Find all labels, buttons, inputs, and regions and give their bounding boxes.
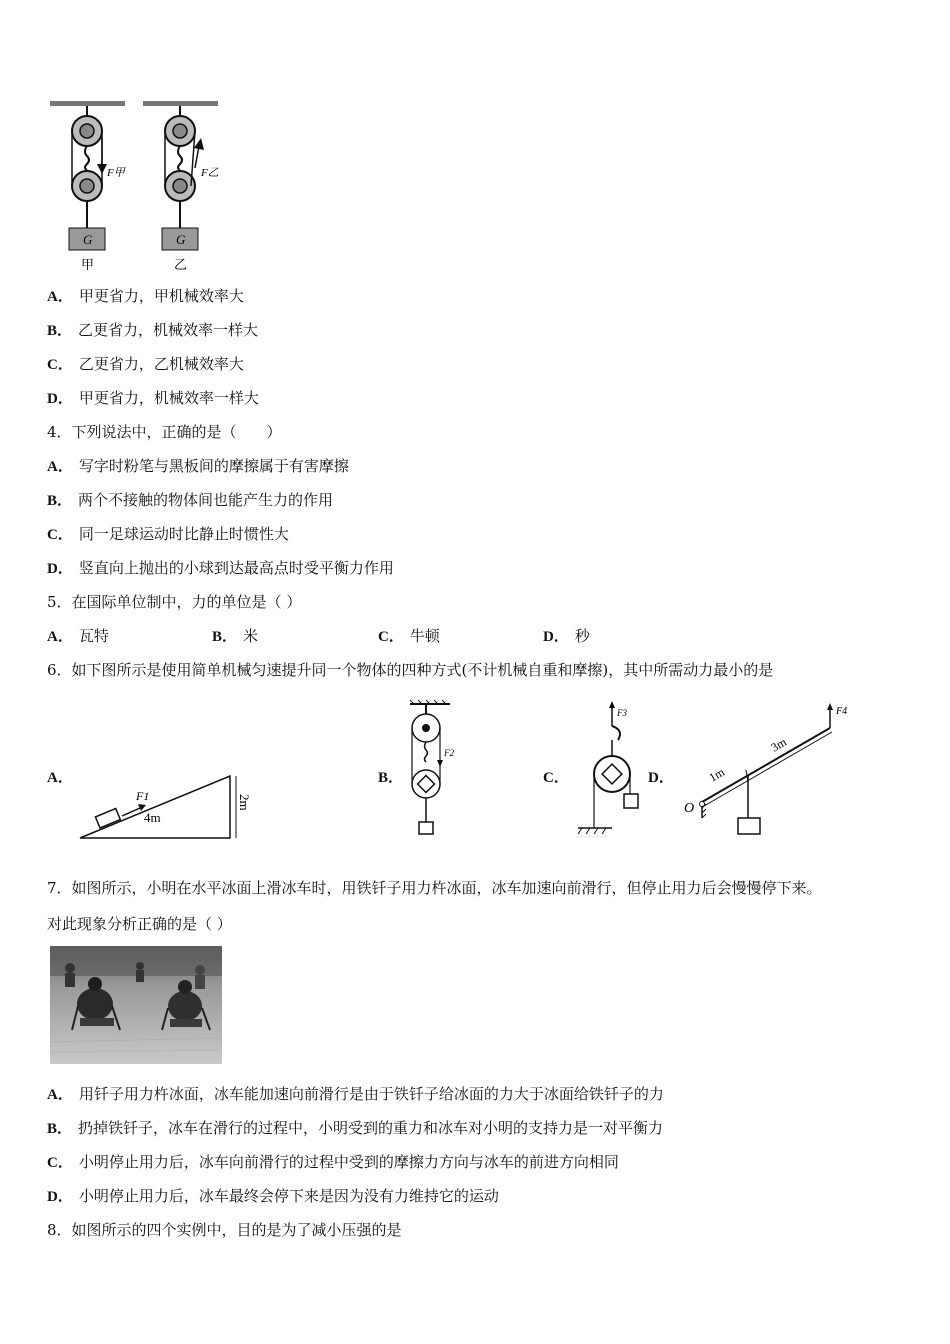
q6-option-a-label: A．	[47, 770, 73, 786]
pulley-figure-q3	[45, 98, 225, 274]
pulley-figure-c	[572, 700, 652, 840]
q6-option-d-label: D．	[648, 770, 674, 786]
q5-option-c: C． 牛顿	[378, 627, 440, 645]
caption-jia: 甲	[81, 257, 95, 272]
q4-stem: 4．下列说法中，正确的是（ ）	[47, 423, 282, 441]
q7-option-c: C． 小明停止用力后，冰车向前滑行的过程中受到的摩擦力方向与冰车的前进方向相同	[47, 1153, 619, 1171]
weight-label-yi: G	[176, 232, 186, 247]
pivot-label: O	[684, 801, 695, 816]
q5-option-d: D． 秒	[543, 627, 590, 645]
lever-figure-d	[682, 700, 862, 840]
q4-option-b: B． 两个不接触的物体间也能产生力的作用	[47, 491, 334, 509]
q5-option-a: A． 瓦特	[47, 627, 109, 645]
long-arm-label: 3m	[768, 734, 789, 755]
force-label-jia: F甲	[107, 167, 125, 179]
q3-option-c: C． 乙更省力，乙机械效率大	[47, 355, 244, 373]
height-label: 2m	[237, 794, 252, 811]
length-label: 4m	[144, 810, 161, 825]
force-label-f2: F2	[444, 748, 454, 758]
weight-label-jia: G	[83, 232, 93, 247]
q7-stem-line1: 7．如图所示，小明在水平冰面上滑冰车时，用铁钎子用力杵冰面，冰车加速向前滑行，但停止用力后会慢慢停下来。	[47, 879, 822, 897]
q5-stem: 5．在国际单位制中，力的单位是（ ）	[47, 593, 302, 611]
q4-option-a: A． 写字时粉笔与黑板间的摩擦属于有害摩擦	[47, 457, 349, 475]
q3-option-b: B． 乙更省力，机械效率一样大	[47, 321, 259, 339]
ice-sled-photo	[50, 946, 222, 1064]
force-label-f4: F4	[836, 706, 848, 717]
force-label-yi: F乙	[201, 167, 219, 179]
q4-option-d: D． 竖直向上抛出的小球到达最高点时受平衡力作用	[47, 559, 394, 577]
q3-option-a: A． 甲更省力，甲机械效率大	[47, 287, 244, 305]
force-label-f1: F1	[136, 789, 150, 803]
q4-option-c: C． 同一足球运动时比静止时惯性大	[47, 525, 289, 543]
pulley-figure-b	[402, 700, 462, 840]
q3-option-d: D． 甲更省力，机械效率一样大	[47, 389, 259, 407]
short-arm-label: 1m	[706, 764, 727, 785]
q8-stem: 8．如图所示的四个实例中，目的是为了减小压强的是	[47, 1221, 402, 1239]
q6-option-c-label: C．	[543, 770, 569, 786]
q7-option-b: B． 扔掉铁钎子，冰车在滑行的过程中，小明受到的重力和冰车对小明的支持力是一对平衡力	[47, 1119, 664, 1137]
q6-stem: 6．如下图所示是使用简单机械匀速提升同一个物体的四种方式(不计机械自重和摩擦)，其中所需动力最小的是	[47, 661, 774, 679]
caption-yi: 乙	[174, 257, 188, 272]
force-label-f3: F3	[617, 708, 627, 718]
q7-stem-line2: 对此现象分析正确的是（ ）	[47, 915, 232, 933]
q7-option-a: A． 用钎子用力杵冰面，冰车能加速向前滑行是由于铁钎子给冰面的力大于冰面给铁钎子的力	[47, 1085, 664, 1103]
q5-option-b: B． 米	[212, 627, 259, 645]
incline-figure	[78, 772, 252, 842]
q6-option-b-label: B．	[378, 770, 404, 786]
q7-option-d: D． 小明停止用力后，冰车最终会停下来是因为没有力维持它的运动	[47, 1187, 499, 1205]
